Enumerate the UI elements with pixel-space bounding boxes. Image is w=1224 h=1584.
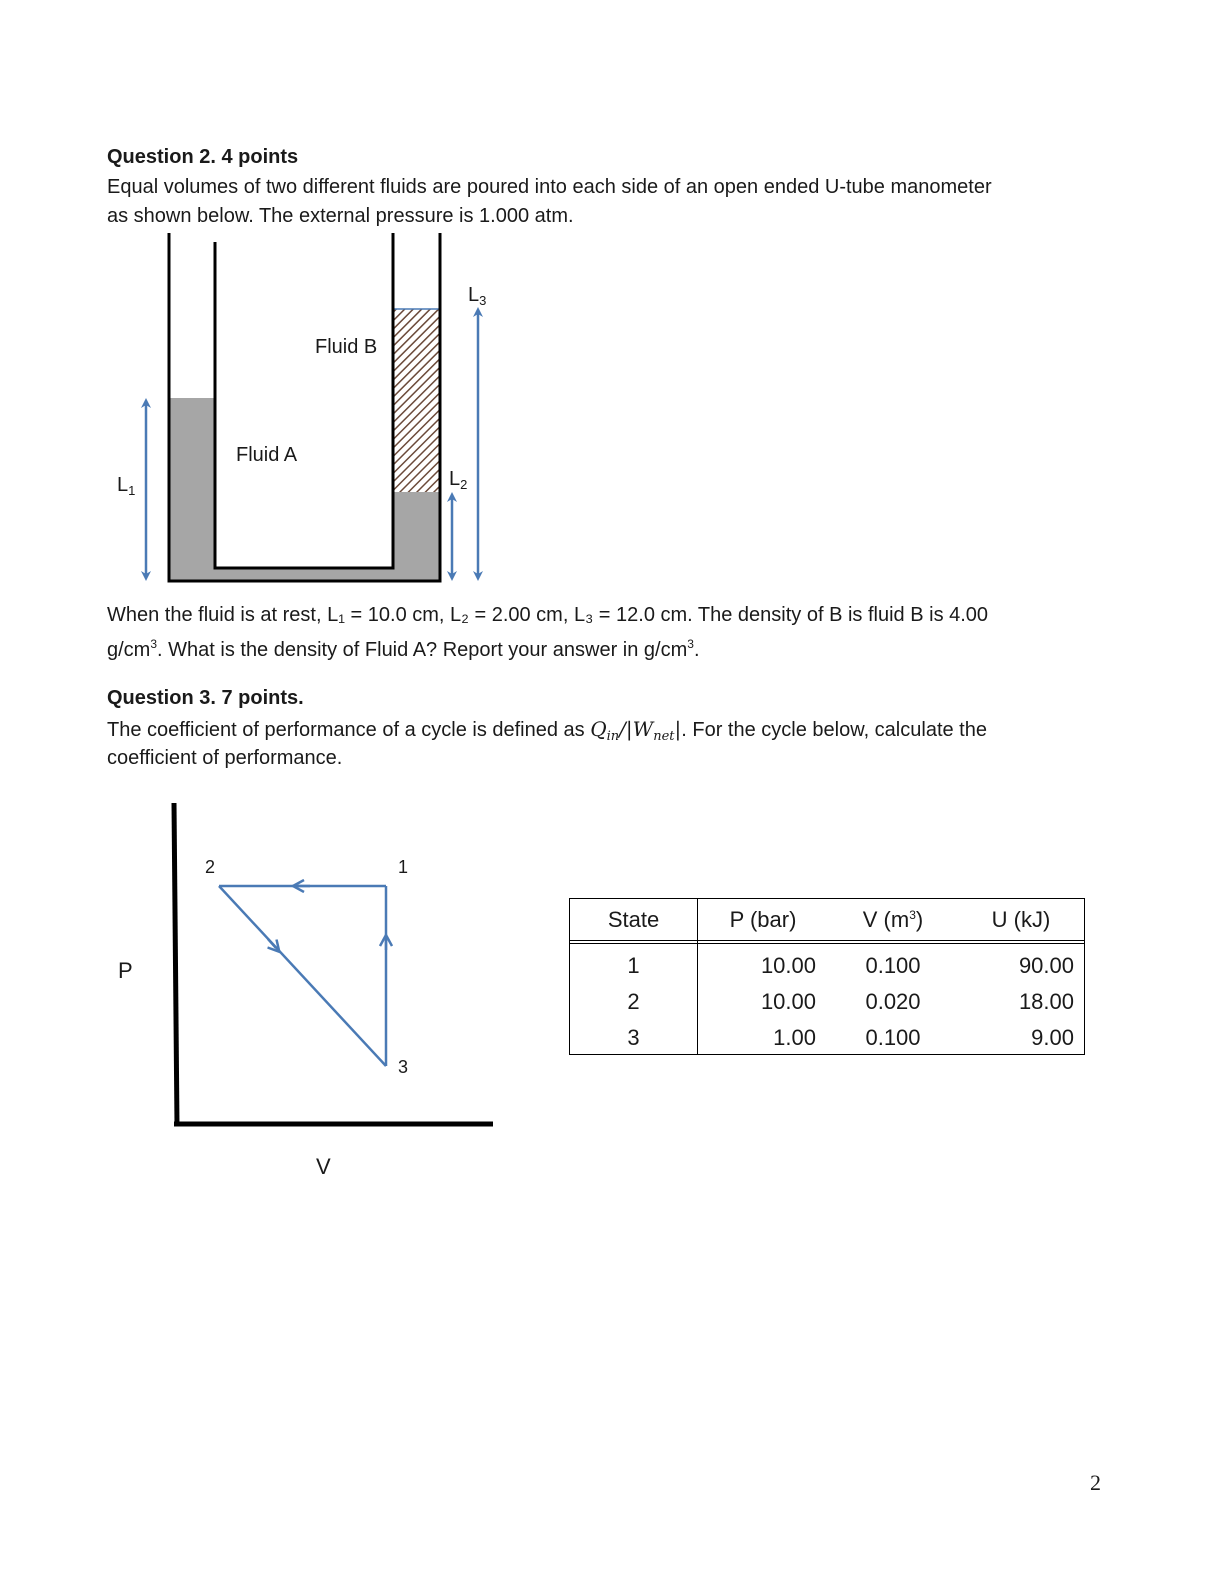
fluid-b-label: Fluid B [315, 336, 378, 358]
row-3-volume: 0.100 [865, 1025, 921, 1050]
question-2-given-line2: $g/cm^3$. What is the density of Fluid A? Report your answer in $g/cm^3$. [107, 637, 700, 661]
pv-y-axis [174, 803, 177, 1126]
row-2-state: 2 [627, 989, 640, 1014]
question-2-title: Question 2. 4 points [107, 146, 299, 168]
question-3-intro-line1: The coefficient of performance of a cycle is defined as $Q_{in}/|W_{net}|$. For the cycle below, calculate the [107, 717, 987, 744]
process-2-to-3 [219, 886, 386, 1066]
pv-y-axis-label: P [118, 958, 133, 983]
row-1-state: 1 [627, 953, 640, 978]
question-2-intro-line2: as shown below. The external pressure is 1.000 atm. [107, 205, 574, 227]
row-3-pressure: 1.00 [773, 1025, 816, 1050]
state-3-label: 3 [398, 1057, 409, 1077]
l2-label: $L_2$ [449, 468, 468, 492]
question-2-given-line1: When the fluid is at rest, L₁ = 10.0 cm, L₂ = 2.00 cm, L₃ = 12.0 cm. The density of B is fluid B is 4.00 [107, 604, 989, 626]
fluid-a-label: Fluid A [236, 444, 298, 466]
pv-x-axis-label: V [316, 1154, 331, 1179]
page-number: 2 [1090, 1470, 1101, 1495]
header-double-rule [570, 940, 1084, 944]
row-1-volume: 0.100 [865, 953, 921, 978]
row-2-internal-energy: 18.00 [1018, 989, 1074, 1014]
header-volume: V $(m^3)$ [862, 907, 924, 932]
row-2-pressure: 10.00 [760, 989, 816, 1014]
row-1-internal-energy: 90.00 [1018, 953, 1074, 978]
row-1-pressure: 10.00 [760, 953, 816, 978]
header-internal-energy: U (kJ) [991, 907, 1051, 932]
question-3-title: Question 3. 7 points. [107, 687, 304, 709]
row-3-state: 3 [627, 1025, 640, 1050]
row-2-volume: 0.020 [865, 989, 921, 1014]
state-table-frame [569, 898, 1085, 1055]
l1-label: $L_1$ [117, 474, 136, 498]
state-2-label: 2 [205, 857, 216, 877]
row-3-internal-energy: 9.00 [1031, 1025, 1074, 1050]
header-pressure: P (bar) [729, 907, 797, 932]
question-2-intro-line1: Equal volumes of two different fluids are poured into each side of an open ended U-tube manometer [107, 176, 992, 198]
l3-label: $L_3$ [468, 284, 487, 308]
process-2-to-3-arrowhead [268, 939, 276, 948]
cop-formula: $Q_{in}/|W_{net}|$ [590, 717, 682, 744]
question-3-intro-line2: coefficient of performance. [107, 747, 343, 769]
header-state: State [607, 907, 660, 932]
state-1-label: 1 [398, 857, 409, 877]
